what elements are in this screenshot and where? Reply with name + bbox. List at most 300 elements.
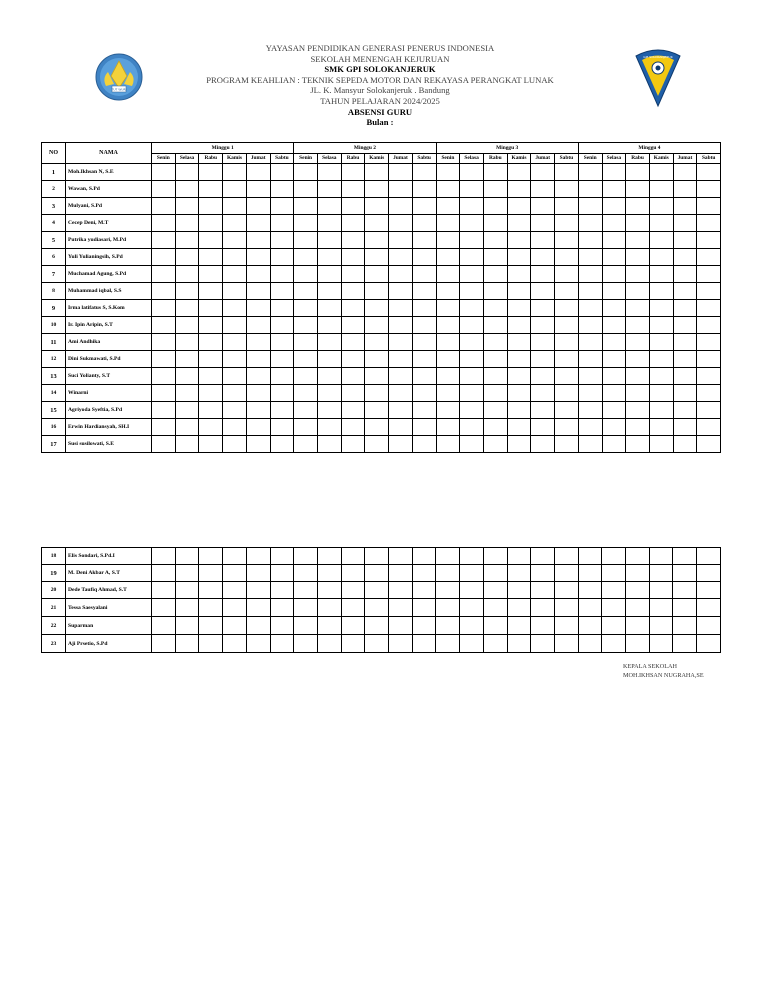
attendance-cell[interactable] [602, 300, 626, 317]
attendance-cell[interactable] [531, 351, 555, 368]
attendance-cell[interactable] [649, 617, 673, 635]
attendance-cell[interactable] [483, 565, 507, 582]
attendance-cell[interactable] [246, 181, 270, 198]
attendance-cell[interactable] [531, 164, 555, 181]
attendance-cell[interactable] [578, 283, 602, 300]
attendance-cell[interactable] [294, 436, 318, 453]
attendance-cell[interactable] [436, 368, 460, 385]
attendance-cell[interactable] [436, 164, 460, 181]
attendance-cell[interactable] [507, 334, 531, 351]
attendance-cell[interactable] [483, 402, 507, 419]
attendance-cell[interactable] [365, 266, 389, 283]
attendance-cell[interactable] [436, 617, 460, 635]
attendance-cell[interactable] [270, 317, 294, 334]
attendance-cell[interactable] [602, 368, 626, 385]
attendance-cell[interactable] [389, 419, 413, 436]
attendance-cell[interactable] [223, 565, 247, 582]
attendance-cell[interactable] [483, 283, 507, 300]
attendance-cell[interactable] [175, 266, 199, 283]
attendance-cell[interactable] [578, 402, 602, 419]
attendance-cell[interactable] [175, 164, 199, 181]
attendance-cell[interactable] [341, 215, 365, 232]
attendance-cell[interactable] [555, 215, 579, 232]
attendance-cell[interactable] [294, 368, 318, 385]
attendance-cell[interactable] [270, 419, 294, 436]
attendance-cell[interactable] [341, 635, 365, 653]
attendance-cell[interactable] [317, 164, 341, 181]
attendance-cell[interactable] [555, 164, 579, 181]
attendance-cell[interactable] [602, 635, 626, 653]
attendance-cell[interactable] [460, 198, 484, 215]
attendance-cell[interactable] [270, 164, 294, 181]
attendance-cell[interactable] [602, 215, 626, 232]
attendance-cell[interactable] [294, 635, 318, 653]
attendance-cell[interactable] [697, 617, 721, 635]
attendance-cell[interactable] [389, 232, 413, 249]
attendance-cell[interactable] [626, 385, 650, 402]
attendance-cell[interactable] [626, 565, 650, 582]
attendance-cell[interactable] [341, 351, 365, 368]
attendance-cell[interactable] [341, 582, 365, 599]
attendance-cell[interactable] [578, 266, 602, 283]
attendance-cell[interactable] [649, 266, 673, 283]
attendance-cell[interactable] [199, 635, 223, 653]
attendance-cell[interactable] [341, 266, 365, 283]
attendance-cell[interactable] [246, 300, 270, 317]
attendance-cell[interactable] [199, 351, 223, 368]
attendance-cell[interactable] [460, 164, 484, 181]
attendance-cell[interactable] [507, 300, 531, 317]
attendance-cell[interactable] [246, 402, 270, 419]
attendance-cell[interactable] [602, 164, 626, 181]
attendance-cell[interactable] [626, 249, 650, 266]
attendance-cell[interactable] [507, 164, 531, 181]
attendance-cell[interactable] [412, 351, 436, 368]
attendance-cell[interactable] [341, 317, 365, 334]
attendance-cell[interactable] [460, 419, 484, 436]
attendance-cell[interactable] [317, 266, 341, 283]
attendance-cell[interactable] [152, 164, 176, 181]
attendance-cell[interactable] [626, 181, 650, 198]
attendance-cell[interactable] [199, 419, 223, 436]
attendance-cell[interactable] [199, 582, 223, 599]
attendance-cell[interactable] [317, 334, 341, 351]
attendance-cell[interactable] [365, 582, 389, 599]
attendance-cell[interactable] [412, 181, 436, 198]
attendance-cell[interactable] [697, 565, 721, 582]
attendance-cell[interactable] [294, 283, 318, 300]
attendance-cell[interactable] [223, 317, 247, 334]
attendance-cell[interactable] [294, 334, 318, 351]
attendance-cell[interactable] [152, 617, 176, 635]
attendance-cell[interactable] [199, 334, 223, 351]
attendance-cell[interactable] [483, 617, 507, 635]
attendance-cell[interactable] [460, 599, 484, 617]
attendance-cell[interactable] [341, 300, 365, 317]
attendance-cell[interactable] [341, 368, 365, 385]
attendance-cell[interactable] [246, 215, 270, 232]
attendance-cell[interactable] [341, 181, 365, 198]
attendance-cell[interactable] [626, 317, 650, 334]
attendance-cell[interactable] [507, 582, 531, 599]
attendance-cell[interactable] [175, 635, 199, 653]
attendance-cell[interactable] [460, 317, 484, 334]
attendance-cell[interactable] [152, 402, 176, 419]
attendance-cell[interactable] [341, 617, 365, 635]
attendance-cell[interactable] [602, 249, 626, 266]
attendance-cell[interactable] [507, 249, 531, 266]
attendance-cell[interactable] [341, 232, 365, 249]
attendance-cell[interactable] [317, 436, 341, 453]
attendance-cell[interactable] [531, 300, 555, 317]
attendance-cell[interactable] [602, 266, 626, 283]
attendance-cell[interactable] [294, 385, 318, 402]
attendance-cell[interactable] [673, 215, 697, 232]
attendance-cell[interactable] [199, 599, 223, 617]
attendance-cell[interactable] [270, 334, 294, 351]
attendance-cell[interactable] [365, 164, 389, 181]
attendance-cell[interactable] [602, 283, 626, 300]
attendance-cell[interactable] [270, 436, 294, 453]
attendance-cell[interactable] [697, 266, 721, 283]
attendance-cell[interactable] [246, 436, 270, 453]
attendance-cell[interactable] [199, 565, 223, 582]
attendance-cell[interactable] [697, 582, 721, 599]
attendance-cell[interactable] [412, 617, 436, 635]
attendance-cell[interactable] [507, 198, 531, 215]
attendance-cell[interactable] [175, 317, 199, 334]
attendance-cell[interactable] [626, 582, 650, 599]
attendance-cell[interactable] [531, 635, 555, 653]
attendance-cell[interactable] [412, 419, 436, 436]
attendance-cell[interactable] [531, 385, 555, 402]
attendance-cell[interactable] [270, 266, 294, 283]
attendance-cell[interactable] [531, 599, 555, 617]
attendance-cell[interactable] [555, 402, 579, 419]
attendance-cell[interactable] [507, 565, 531, 582]
attendance-cell[interactable] [223, 617, 247, 635]
attendance-cell[interactable] [412, 283, 436, 300]
attendance-cell[interactable] [246, 266, 270, 283]
attendance-cell[interactable] [507, 548, 531, 565]
attendance-cell[interactable] [673, 334, 697, 351]
attendance-cell[interactable] [246, 565, 270, 582]
attendance-cell[interactable] [412, 548, 436, 565]
attendance-cell[interactable] [483, 181, 507, 198]
attendance-cell[interactable] [578, 351, 602, 368]
attendance-cell[interactable] [578, 300, 602, 317]
attendance-cell[interactable] [199, 164, 223, 181]
attendance-cell[interactable] [555, 368, 579, 385]
attendance-cell[interactable] [389, 351, 413, 368]
attendance-cell[interactable] [649, 300, 673, 317]
attendance-cell[interactable] [483, 368, 507, 385]
attendance-cell[interactable] [649, 164, 673, 181]
attendance-cell[interactable] [223, 232, 247, 249]
attendance-cell[interactable] [175, 419, 199, 436]
attendance-cell[interactable] [223, 419, 247, 436]
attendance-cell[interactable] [199, 368, 223, 385]
attendance-cell[interactable] [673, 548, 697, 565]
attendance-cell[interactable] [436, 385, 460, 402]
attendance-cell[interactable] [649, 249, 673, 266]
attendance-cell[interactable] [317, 368, 341, 385]
attendance-cell[interactable] [507, 283, 531, 300]
attendance-cell[interactable] [270, 402, 294, 419]
attendance-cell[interactable] [365, 436, 389, 453]
attendance-cell[interactable] [649, 635, 673, 653]
attendance-cell[interactable] [389, 565, 413, 582]
attendance-cell[interactable] [389, 249, 413, 266]
attendance-cell[interactable] [697, 599, 721, 617]
attendance-cell[interactable] [175, 582, 199, 599]
attendance-cell[interactable] [483, 317, 507, 334]
attendance-cell[interactable] [175, 402, 199, 419]
attendance-cell[interactable] [270, 635, 294, 653]
attendance-cell[interactable] [175, 565, 199, 582]
attendance-cell[interactable] [412, 635, 436, 653]
attendance-cell[interactable] [483, 635, 507, 653]
attendance-cell[interactable] [317, 351, 341, 368]
attendance-cell[interactable] [436, 402, 460, 419]
attendance-cell[interactable] [531, 617, 555, 635]
attendance-cell[interactable] [483, 232, 507, 249]
attendance-cell[interactable] [412, 385, 436, 402]
attendance-cell[interactable] [412, 232, 436, 249]
attendance-cell[interactable] [412, 164, 436, 181]
attendance-cell[interactable] [531, 215, 555, 232]
attendance-cell[interactable] [223, 351, 247, 368]
attendance-cell[interactable] [602, 436, 626, 453]
attendance-cell[interactable] [270, 617, 294, 635]
attendance-cell[interactable] [270, 548, 294, 565]
attendance-cell[interactable] [626, 351, 650, 368]
attendance-cell[interactable] [341, 599, 365, 617]
attendance-cell[interactable] [436, 181, 460, 198]
attendance-cell[interactable] [507, 232, 531, 249]
attendance-cell[interactable] [294, 266, 318, 283]
attendance-cell[interactable] [246, 385, 270, 402]
attendance-cell[interactable] [412, 599, 436, 617]
attendance-cell[interactable] [341, 419, 365, 436]
attendance-cell[interactable] [460, 436, 484, 453]
attendance-cell[interactable] [152, 249, 176, 266]
attendance-cell[interactable] [602, 617, 626, 635]
attendance-cell[interactable] [602, 334, 626, 351]
attendance-cell[interactable] [270, 181, 294, 198]
attendance-cell[interactable] [697, 181, 721, 198]
attendance-cell[interactable] [294, 351, 318, 368]
attendance-cell[interactable] [199, 385, 223, 402]
attendance-cell[interactable] [317, 249, 341, 266]
attendance-cell[interactable] [152, 300, 176, 317]
attendance-cell[interactable] [531, 249, 555, 266]
attendance-cell[interactable] [626, 599, 650, 617]
attendance-cell[interactable] [602, 402, 626, 419]
attendance-cell[interactable] [460, 283, 484, 300]
attendance-cell[interactable] [578, 164, 602, 181]
attendance-cell[interactable] [365, 402, 389, 419]
attendance-cell[interactable] [578, 317, 602, 334]
attendance-cell[interactable] [578, 232, 602, 249]
attendance-cell[interactable] [626, 266, 650, 283]
attendance-cell[interactable] [673, 368, 697, 385]
attendance-cell[interactable] [246, 548, 270, 565]
attendance-cell[interactable] [507, 317, 531, 334]
attendance-cell[interactable] [317, 402, 341, 419]
attendance-cell[interactable] [389, 402, 413, 419]
attendance-cell[interactable] [649, 215, 673, 232]
attendance-cell[interactable] [365, 617, 389, 635]
attendance-cell[interactable] [389, 582, 413, 599]
attendance-cell[interactable] [483, 164, 507, 181]
attendance-cell[interactable] [223, 181, 247, 198]
attendance-cell[interactable] [246, 635, 270, 653]
attendance-cell[interactable] [673, 232, 697, 249]
attendance-cell[interactable] [223, 283, 247, 300]
attendance-cell[interactable] [507, 599, 531, 617]
attendance-cell[interactable] [602, 198, 626, 215]
attendance-cell[interactable] [602, 599, 626, 617]
attendance-cell[interactable] [341, 402, 365, 419]
attendance-cell[interactable] [673, 266, 697, 283]
attendance-cell[interactable] [483, 351, 507, 368]
attendance-cell[interactable] [246, 334, 270, 351]
attendance-cell[interactable] [436, 266, 460, 283]
attendance-cell[interactable] [649, 565, 673, 582]
attendance-cell[interactable] [507, 385, 531, 402]
attendance-cell[interactable] [270, 249, 294, 266]
attendance-cell[interactable] [578, 334, 602, 351]
attendance-cell[interactable] [483, 198, 507, 215]
attendance-cell[interactable] [626, 283, 650, 300]
attendance-cell[interactable] [483, 548, 507, 565]
attendance-cell[interactable] [294, 249, 318, 266]
attendance-cell[interactable] [436, 599, 460, 617]
attendance-cell[interactable] [246, 599, 270, 617]
attendance-cell[interactable] [317, 419, 341, 436]
attendance-cell[interactable] [673, 617, 697, 635]
attendance-cell[interactable] [389, 635, 413, 653]
attendance-cell[interactable] [270, 351, 294, 368]
attendance-cell[interactable] [626, 334, 650, 351]
attendance-cell[interactable] [507, 617, 531, 635]
attendance-cell[interactable] [649, 599, 673, 617]
attendance-cell[interactable] [602, 385, 626, 402]
attendance-cell[interactable] [175, 436, 199, 453]
attendance-cell[interactable] [199, 198, 223, 215]
attendance-cell[interactable] [270, 215, 294, 232]
attendance-cell[interactable] [578, 181, 602, 198]
attendance-cell[interactable] [199, 266, 223, 283]
attendance-cell[interactable] [507, 215, 531, 232]
attendance-cell[interactable] [152, 599, 176, 617]
attendance-cell[interactable] [531, 565, 555, 582]
attendance-cell[interactable] [531, 232, 555, 249]
attendance-cell[interactable] [554, 582, 578, 599]
attendance-cell[interactable] [175, 232, 199, 249]
attendance-cell[interactable] [602, 582, 626, 599]
attendance-cell[interactable] [223, 164, 247, 181]
attendance-cell[interactable] [507, 266, 531, 283]
attendance-cell[interactable] [626, 617, 650, 635]
attendance-cell[interactable] [673, 198, 697, 215]
attendance-cell[interactable] [365, 334, 389, 351]
attendance-cell[interactable] [507, 351, 531, 368]
attendance-cell[interactable] [436, 249, 460, 266]
attendance-cell[interactable] [697, 402, 721, 419]
attendance-cell[interactable] [649, 351, 673, 368]
attendance-cell[interactable] [365, 548, 389, 565]
attendance-cell[interactable] [555, 436, 579, 453]
attendance-cell[interactable] [460, 232, 484, 249]
attendance-cell[interactable] [697, 198, 721, 215]
attendance-cell[interactable] [270, 198, 294, 215]
attendance-cell[interactable] [626, 164, 650, 181]
attendance-cell[interactable] [270, 283, 294, 300]
attendance-cell[interactable] [223, 548, 247, 565]
attendance-cell[interactable] [175, 249, 199, 266]
attendance-cell[interactable] [555, 249, 579, 266]
attendance-cell[interactable] [223, 402, 247, 419]
attendance-cell[interactable] [152, 317, 176, 334]
attendance-cell[interactable] [697, 368, 721, 385]
attendance-cell[interactable] [602, 565, 626, 582]
attendance-cell[interactable] [673, 402, 697, 419]
attendance-cell[interactable] [270, 565, 294, 582]
attendance-cell[interactable] [317, 599, 341, 617]
attendance-cell[interactable] [673, 436, 697, 453]
attendance-cell[interactable] [199, 232, 223, 249]
attendance-cell[interactable] [152, 334, 176, 351]
attendance-cell[interactable] [578, 599, 602, 617]
attendance-cell[interactable] [152, 436, 176, 453]
attendance-cell[interactable] [626, 198, 650, 215]
attendance-cell[interactable] [389, 215, 413, 232]
attendance-cell[interactable] [531, 368, 555, 385]
attendance-cell[interactable] [152, 283, 176, 300]
attendance-cell[interactable] [389, 317, 413, 334]
attendance-cell[interactable] [697, 419, 721, 436]
attendance-cell[interactable] [673, 283, 697, 300]
attendance-cell[interactable] [412, 215, 436, 232]
attendance-cell[interactable] [531, 436, 555, 453]
attendance-cell[interactable] [317, 283, 341, 300]
attendance-cell[interactable] [673, 599, 697, 617]
attendance-cell[interactable] [578, 617, 602, 635]
attendance-cell[interactable] [317, 548, 341, 565]
attendance-cell[interactable] [294, 317, 318, 334]
attendance-cell[interactable] [649, 198, 673, 215]
attendance-cell[interactable] [578, 565, 602, 582]
attendance-cell[interactable] [460, 402, 484, 419]
attendance-cell[interactable] [555, 300, 579, 317]
attendance-cell[interactable] [223, 385, 247, 402]
attendance-cell[interactable] [175, 198, 199, 215]
attendance-cell[interactable] [152, 266, 176, 283]
attendance-cell[interactable] [365, 215, 389, 232]
attendance-cell[interactable] [294, 215, 318, 232]
attendance-cell[interactable] [199, 249, 223, 266]
attendance-cell[interactable] [626, 300, 650, 317]
attendance-cell[interactable] [175, 385, 199, 402]
attendance-cell[interactable] [223, 599, 247, 617]
attendance-cell[interactable] [649, 385, 673, 402]
attendance-cell[interactable] [294, 548, 318, 565]
attendance-cell[interactable] [175, 300, 199, 317]
attendance-cell[interactable] [317, 635, 341, 653]
attendance-cell[interactable] [223, 249, 247, 266]
